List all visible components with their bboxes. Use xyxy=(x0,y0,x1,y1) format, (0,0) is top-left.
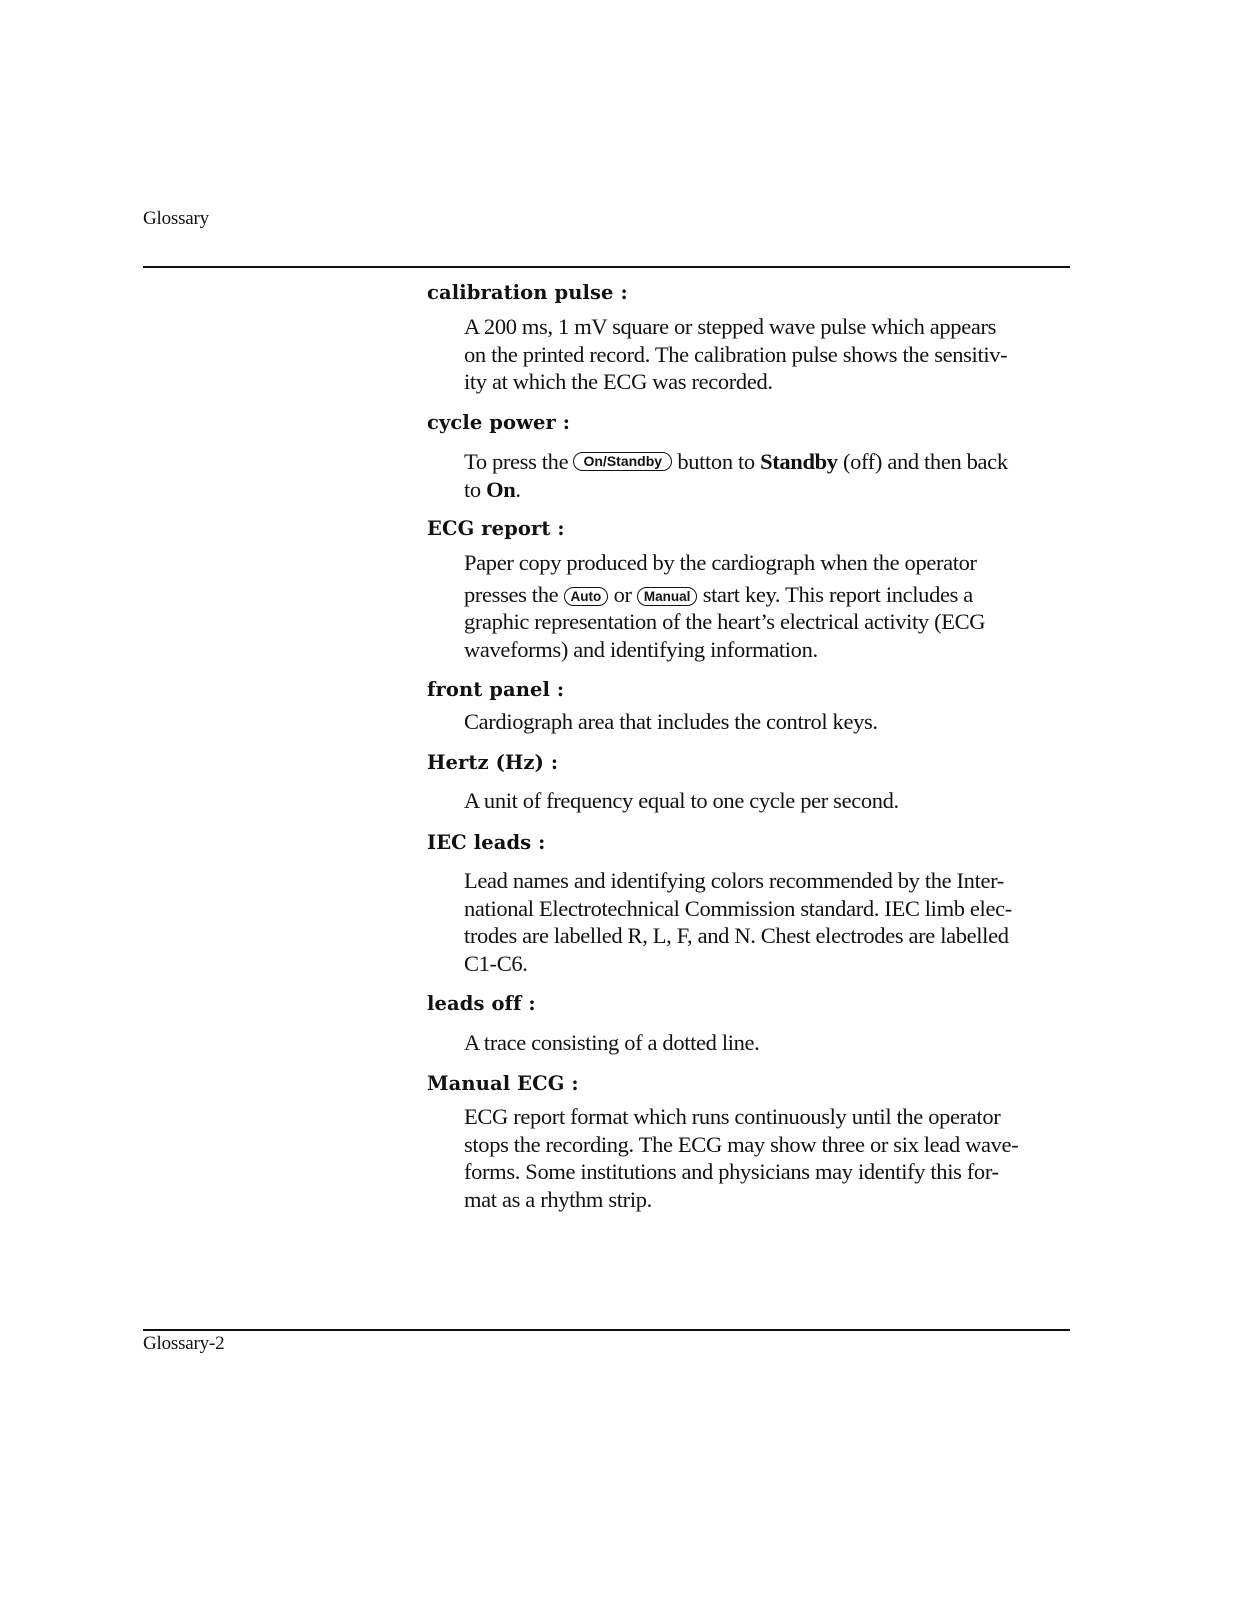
term-definition xyxy=(464,313,1069,396)
definition-line: Cardiograph area that includes the control keys. xyxy=(464,709,878,734)
running-head-title: Glossary xyxy=(143,208,209,229)
term-definition xyxy=(464,448,1069,503)
glossary-entry-leads-off xyxy=(427,992,1072,1057)
term-heading: leads off : xyxy=(427,992,536,1015)
definition-line: A 200 ms, 1 mV square or stepped wave pulse which appears xyxy=(464,314,997,339)
glossary-entry-calibration-pulse xyxy=(427,281,1072,396)
definition-line: A unit of frequency equal to one cycle per second. xyxy=(464,788,899,813)
definition-text: . xyxy=(515,476,521,502)
term-definition xyxy=(464,549,1069,663)
glossary-entry-iec-leads xyxy=(427,831,1072,977)
definition-line: ity at which the ECG was recorded. xyxy=(464,369,773,395)
term-heading: Manual ECG : xyxy=(427,1072,579,1095)
definition-line: national Electrotechnical Commission standard. IEC limb elec- xyxy=(464,895,1012,921)
term-heading: calibration pulse : xyxy=(427,281,628,304)
on-standby-key-icon: On/Standby xyxy=(573,452,672,471)
footer-rule xyxy=(143,1329,1070,1331)
definition-line xyxy=(464,581,1069,609)
definition-line: forms. Some institutions and physicians may identify this for- xyxy=(464,1159,999,1185)
term-heading: Hertz (Hz) : xyxy=(427,751,559,774)
definition-line: on the printed record. The calibration pulse shows the sensitiv- xyxy=(464,341,1008,367)
definition-line: Lead names and identifying colors recommended by the Inter- xyxy=(464,868,1004,893)
glossary-entry-hertz xyxy=(427,751,1072,815)
glossary-entry-manual-ecg xyxy=(427,1072,1072,1213)
definition-line: C1-C6. xyxy=(464,950,528,976)
definition-line: ECG report format which runs continuously until the operator xyxy=(464,1104,1001,1129)
glossary-entry-cycle-power xyxy=(427,411,1072,503)
definition-line: trodes are labelled R, L, F, and N. Chest electrodes are labelled xyxy=(464,923,1009,949)
standby-keyword: Standby xyxy=(760,449,838,474)
term-heading: cycle power : xyxy=(427,411,571,434)
definition-text: to xyxy=(464,476,481,502)
definition-line: stops the recording. The ECG may show three or six lead wave- xyxy=(464,1131,1019,1157)
header-rule xyxy=(143,266,1070,268)
definition-text: start key. This report includes a xyxy=(702,581,973,607)
page-number: Glossary-2 xyxy=(143,1333,225,1354)
term-heading: IEC leads : xyxy=(427,831,546,854)
definition-line: mat as a rhythm strip. xyxy=(464,1186,652,1212)
term-heading: front panel : xyxy=(427,678,565,701)
glossary-entry-ecg-report xyxy=(427,517,1072,663)
on-keyword: On xyxy=(486,476,516,502)
term-heading: ECG report : xyxy=(427,517,565,540)
definition-text: To press the xyxy=(464,449,569,474)
term-definition xyxy=(464,787,1069,815)
term-definition xyxy=(464,1029,1069,1057)
term-definition xyxy=(464,1103,1069,1213)
definition-text: presses the xyxy=(464,581,559,607)
auto-key-icon: Auto xyxy=(564,587,609,606)
definition-line xyxy=(464,448,1069,476)
term-definition xyxy=(464,708,1069,736)
definition-line: graphic representation of the heart’s electrical activity (ECG xyxy=(464,609,986,635)
definition-line xyxy=(464,476,1069,504)
definition-line: A trace consisting of a dotted line. xyxy=(464,1030,760,1055)
definition-line: Paper copy produced by the cardiograph when the operator xyxy=(464,550,977,575)
definition-text: button to xyxy=(677,449,755,474)
definition-line: waveforms) and identifying information. xyxy=(464,636,818,662)
definition-text: or xyxy=(613,581,632,607)
definition-text: (off) and then back xyxy=(842,449,1008,474)
manual-key-icon: Manual xyxy=(637,587,698,606)
glossary-entry-front-panel xyxy=(427,678,1072,736)
term-definition xyxy=(464,867,1069,977)
